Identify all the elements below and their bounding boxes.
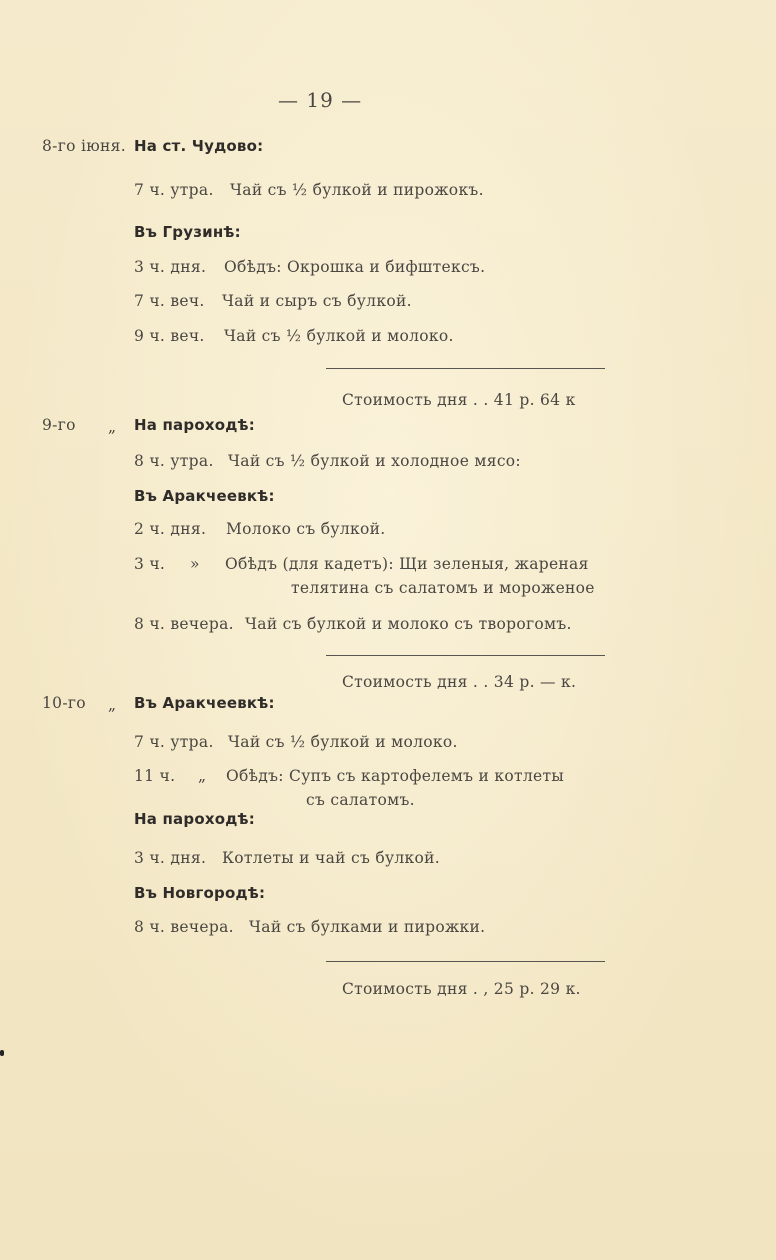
divider-line [326,368,605,369]
scan-mark [0,1050,4,1056]
meal-text-continued: телятина съ салатомъ и мороженое [291,579,595,597]
day-date: 9-го [42,416,76,434]
meal-time: 11 ч. [134,767,176,785]
day-cost: Стоимость дня . . 34 р. — к. [342,673,577,691]
meal-text: Обѣдъ: Супъ съ картофелемъ и котлеты [226,767,565,785]
place-heading: Въ Грузинѣ: [134,223,241,241]
meal-time: 3 ч. [134,555,166,573]
place-heading: Въ Аракчеевкѣ: [134,487,275,505]
ditto-mark: » [190,555,200,573]
meal-text: Чай съ ½ булкой и холодное мясо: [228,452,521,470]
meal-time: 7 ч. утра. [134,733,214,751]
meal-time: 3 ч. дня. [134,258,207,276]
meal-time: 3 ч. дня. [134,849,207,867]
divider-line [326,961,605,962]
meal-time: 2 ч. дня. [134,520,207,538]
day-cost: Стоимость дня . , 25 р. 29 к. [342,980,581,998]
meal-time: 7 ч. утра. [134,181,214,199]
page-number: — 19 — [278,88,363,112]
meal-time: 9 ч. веч. [134,327,205,345]
meal-text: Чай съ ½ булкой и молоко. [228,733,458,751]
meal-text: Обѣдъ: Окрошка и бифштексъ. [224,258,486,276]
meal-time: 7 ч. веч. [134,292,205,310]
day-date: 10-го [42,694,86,712]
day-cost: Стоимость дня . . 41 р. 64 к [342,391,576,409]
place-heading: Въ Новгородѣ: [134,884,266,902]
meal-text: Чай съ ½ булкой и пирожокъ. [230,181,484,199]
meal-text-continued: съ салатомъ. [306,791,415,809]
meal-time: 8 ч. утра. [134,452,214,470]
meal-text: Обѣдъ (для кадетъ): Щи зеленыя, жареная [225,555,589,573]
meal-text: Котлеты и чай съ булкой. [222,849,441,867]
meal-time: 8 ч. вечера. [134,918,234,936]
ditto-mark: „ [108,418,117,436]
place-heading: На пароходѣ: [134,416,255,434]
place-heading: На ст. Чудово: [134,137,264,155]
divider-line [326,655,605,656]
meal-text: Чай съ булкой и молоко съ творогомъ. [245,615,572,633]
ditto-mark: „ [198,767,207,785]
day-date: 8-го іюня. [42,137,126,155]
meal-text: Чай съ ½ булкой и молоко. [224,327,454,345]
meal-text: Чай и сыръ съ булкой. [222,292,412,310]
meal-text: Чай съ булками и пирожки. [249,918,486,936]
ditto-mark: „ [108,696,117,714]
meal-time: 8 ч. вечера. [134,615,234,633]
place-heading: На пароходѣ: [134,810,255,828]
place-heading: Въ Аракчеевкѣ: [134,694,275,712]
meal-text: Молоко съ булкой. [226,520,386,538]
